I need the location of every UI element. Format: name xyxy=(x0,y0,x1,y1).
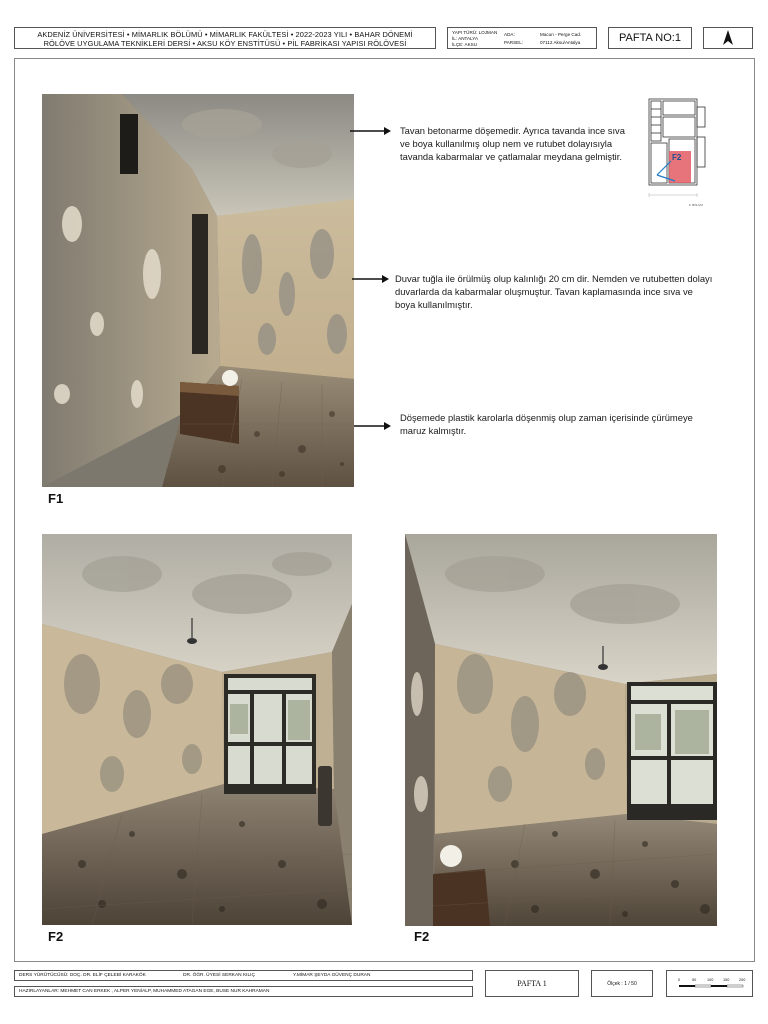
scale-label: Ölçek : 1 / 50 xyxy=(591,970,653,997)
scale-tick-200: 200 xyxy=(739,978,746,982)
district: İLÇE: AKSU xyxy=(452,42,478,47)
preparers-row xyxy=(14,986,473,997)
instructors-row xyxy=(14,970,473,981)
project-info-block xyxy=(447,27,597,49)
ada-label: ADA: xyxy=(504,32,515,37)
plan-caption: F. BÖLÜM xyxy=(689,203,703,207)
address-line-1: Macun - Perge Cad. xyxy=(540,32,582,37)
annotation-arrow-2 xyxy=(350,274,390,284)
annotation-arrow-1 xyxy=(348,126,392,136)
key-plan xyxy=(645,97,709,212)
scale-tick-50: 50 xyxy=(692,978,697,982)
title-line-1: AKDENİZ ÜNİVERSİTESİ • MİMARLIK BÖLÜMÜ • MİMARLIK FAKÜLTESİ • 2022-2023 YILI • BAHAR DÖNEMİ xyxy=(37,30,413,39)
title-line-2: RÖLÖVE UYGULAMA TEKNİKLERİ DERSİ • AKSU KÖY ENSTİTÜSÜ • PİL FABRİKASI YAPISI RÖLÖVESİ xyxy=(43,39,407,48)
plan-room-label: F2 xyxy=(672,153,682,162)
north-arrow-box xyxy=(703,27,753,49)
annotation-floor: Döşemede plastik karolarla döşenmiş olup zaman içerisinde çürümeye maruz kalmıştır. xyxy=(400,412,693,436)
north-arrow-icon xyxy=(722,30,734,46)
annotation-wall: Duvar tuğla ile örülmüş olup kalınlığı 20 cm dir. Nemden ve rutubetten dolayı duvarlarda da kabarmalar oluşmuştur. Tavan kaplamasında ince sıva ve boya kullanılmıştır. xyxy=(395,273,713,310)
instructor-1: DERS YÜRÜTÜCÜSÜ: DOÇ. DR. ELİF ÇELEBİ KARAKÖK xyxy=(19,973,146,978)
annotation-ceiling: Tavan betonarme döşemedir. Ayrıca tavanda ince sıva ve boya kullanılmış olup nem ve rutubet dolayısıyla tavanda kabarmalar ve çatlamalar meydana gelmiştir. xyxy=(400,125,625,162)
preparers: HAZIRLAYANLAR: MEHMET CAN ERKEK , ALPER YENİALP, MUHAMMED ATAGAN EGE, BUSE NUR KAHRAMAN xyxy=(19,989,270,994)
scale-tick-0: 0 xyxy=(678,978,681,982)
scale-tick-100: 100 xyxy=(707,978,714,982)
sheet-number: PAFTA NO:1 xyxy=(608,27,692,49)
instructor-2: DR. ÖĞR. ÜYESİ SERKAN KILIÇ xyxy=(183,973,255,978)
scale-tick-150: 150 xyxy=(723,978,730,982)
figure-label-f2-left: F2 xyxy=(48,929,64,944)
instructor-3: Y.MİMAR ŞEYDA GÜVENÇ DURAN xyxy=(293,973,371,978)
sheet-label: PAFTA 1 xyxy=(485,970,579,997)
annotation-arrow-3 xyxy=(352,421,392,431)
province: İL: ANTALYA xyxy=(452,36,479,41)
address-line-2: 07112 Aksu/Antalya xyxy=(540,40,581,45)
photo-f2-left xyxy=(42,534,352,925)
figure-label-f1: F1 xyxy=(48,491,64,506)
photo-f2-right xyxy=(405,534,717,926)
title-block xyxy=(14,27,436,49)
figure-label-f2-right: F2 xyxy=(414,929,430,944)
building-type: YAPI TÜRÜ: LOJMAN xyxy=(452,30,498,35)
parsel-label: PARSEL: xyxy=(504,40,524,45)
scale-bar xyxy=(666,970,753,997)
photo-f1 xyxy=(42,94,354,487)
